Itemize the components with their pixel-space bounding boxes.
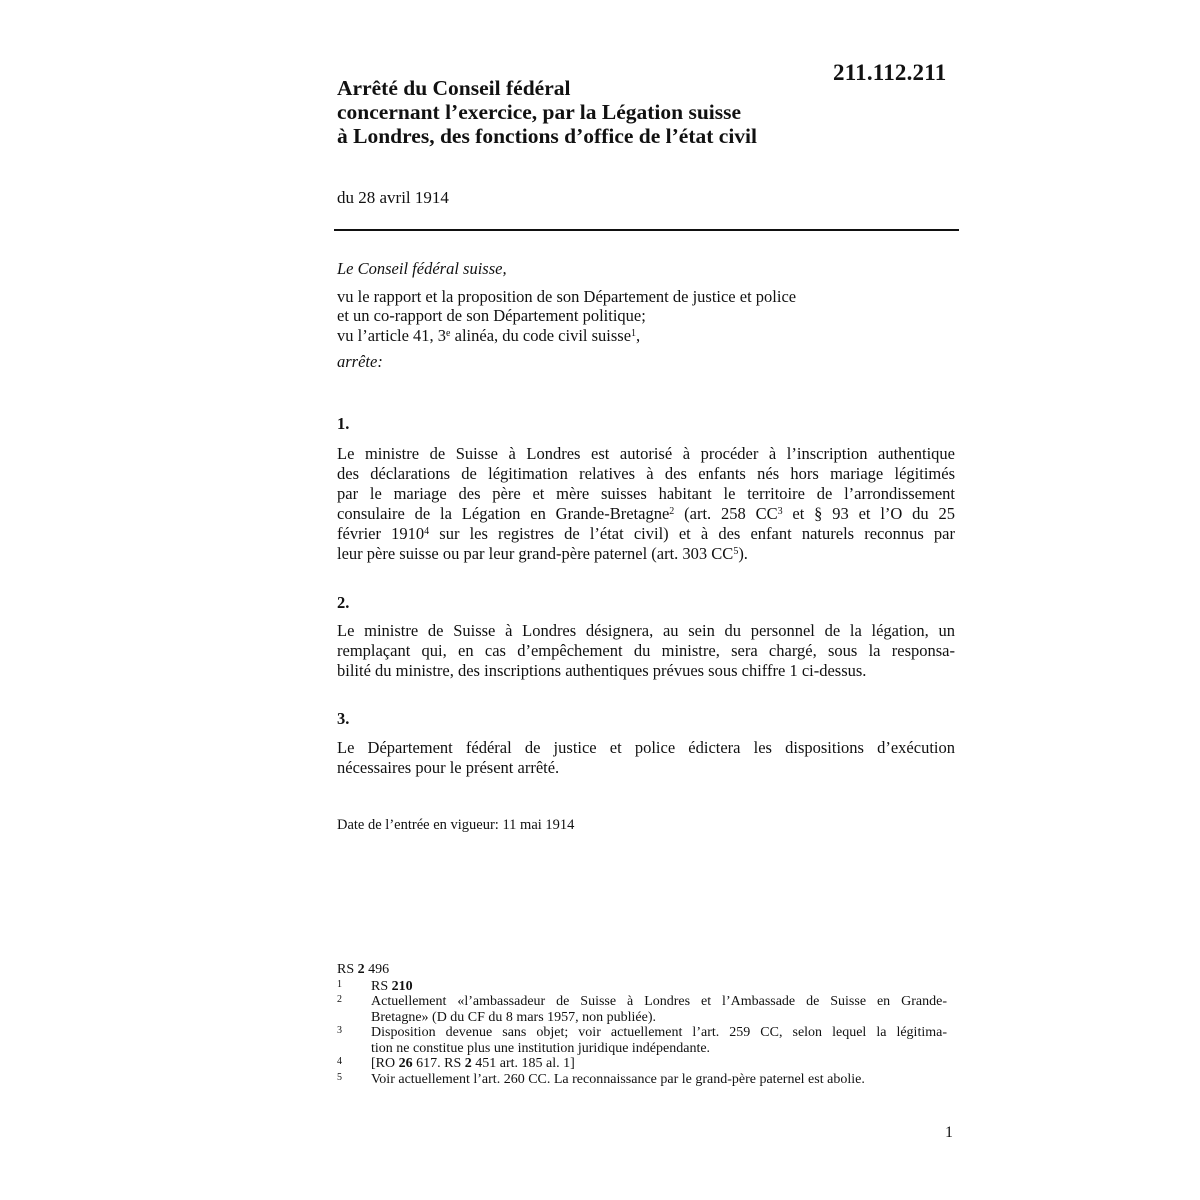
footnote-text: RS [337, 962, 358, 977]
footnote-bold: 2 [464, 1056, 472, 1071]
article-line: nécessaires pour le présent arrêté. [337, 758, 560, 777]
article-text-part: (art. 258 CC [674, 504, 778, 523]
footnote-line: Disposition devenue sans objet; voir actuellement l’art. 259 CC, selon lequel la légitima- [371, 1025, 947, 1040]
article-line: Le Département fédéral de justice et police édictera les dispositions d’exécution [337, 738, 955, 757]
article-line: par le mariage des père et mère suisses habitant le territoire de l’arrondissement [337, 484, 955, 503]
footnote-text: [RO [371, 1056, 399, 1071]
article-line: Le ministre de Suisse à Londres désignera, au sein du personnel de la légation, un [337, 621, 955, 640]
article-text-part: sur les registres de l’état civil) et à des enfant naturels reconnus par [429, 524, 956, 543]
article-line: bilité du ministre, des inscriptions authentiques prévues sous chiffre 1 ci-dessus. [337, 661, 867, 680]
footnote-number: 1 [337, 978, 342, 990]
article-text-part: leur père suisse ou par leur grand-père paternel (art. 303 CC [337, 544, 734, 563]
article-text-part: et § 93 et l’O du 25 [782, 504, 955, 523]
footnote-number: 2 [337, 994, 342, 1005]
article-text [337, 444, 955, 564]
preamble-text: alinéa, du code civil suisse [450, 325, 632, 345]
footnote-line: Actuellement «l’ambassadeur de Suisse à Londres et l’Ambassade de Suisse en Grande- [371, 994, 947, 1009]
footnote-bold: 2 [357, 962, 365, 977]
page-number: 1 [945, 1124, 953, 1141]
preamble-line: vu le rapport et la proposition de son Département de justice et police [337, 286, 797, 306]
footnote-ref[interactable]: 4 [424, 526, 430, 537]
footnote-bold: 26 [398, 1056, 413, 1071]
footnotes [337, 962, 947, 1087]
footnote-text: 496 [364, 962, 390, 977]
article-text-part: ). [738, 544, 748, 563]
title-line: concernant l’exercice, par la Légation suisse [337, 100, 742, 124]
title-line: Arrêté du Conseil fédéral [337, 76, 571, 100]
preamble-line [337, 326, 957, 346]
document-date: du 28 avril 1914 [337, 188, 449, 207]
preamble [337, 259, 957, 372]
article-text-part: février 1910 [337, 524, 425, 543]
footnote-item [337, 1025, 947, 1056]
preamble-text: , [636, 325, 641, 345]
article-line [337, 524, 955, 544]
footnote-text: 617. RS [412, 1056, 465, 1071]
footnote-line: Bretagne» (D du CF du 8 mars 1957, non publiée). [371, 1009, 657, 1025]
footnote-item [337, 979, 947, 995]
title-line: à Londres, des fonctions d’office de l’état civil [337, 124, 758, 148]
footnote-item [337, 994, 947, 1025]
article-text [337, 621, 955, 681]
footnote-number: 4 [337, 1056, 342, 1067]
article-line: Le ministre de Suisse à Londres est autorisé à procéder à l’inscription authentique [337, 444, 955, 463]
footnote-item [337, 1056, 947, 1072]
article-text-part: consulaire de la Légation en Grande-Bretagne [337, 504, 670, 523]
footnote-line: Voir actuellement l’art. 260 CC. La reconnaissance par le grand-père paternel est abolie. [371, 1071, 865, 1087]
footnote-text: RS [371, 978, 392, 994]
article-text [337, 738, 955, 778]
footnote-item [337, 1072, 947, 1088]
article-number: 2. [337, 593, 350, 612]
footnote-ref[interactable]: 5 [733, 546, 739, 557]
article-number: 1. [337, 414, 350, 433]
preamble-line: et un co-rapport de son Département politique; [337, 306, 646, 325]
footnote-line: tion ne constitue plus une institution juridique indépendante. [371, 1040, 711, 1056]
footnote-bold: 210 [391, 978, 413, 994]
document-reference-number: 211.112.211 [833, 60, 947, 85]
entry-into-force: Date de l’entrée en vigueur: 11 mai 1914 [337, 817, 575, 833]
article-line [337, 544, 955, 564]
preamble-text: vu l’article 41, 3 [337, 325, 447, 345]
footnote-line [371, 979, 947, 995]
superscript: e [446, 327, 451, 339]
header-divider [334, 229, 959, 231]
footnote-number: 5 [337, 1071, 342, 1083]
footnote-ref[interactable]: 1 [631, 327, 637, 339]
footnote-ref[interactable]: 2 [669, 506, 675, 517]
preamble-decree: arrête: [337, 352, 383, 371]
document-title [337, 76, 897, 148]
footnote-text: 451 art. 185 al. 1] [471, 1056, 575, 1071]
footnote-number: 3 [337, 1025, 342, 1036]
article-number: 3. [337, 709, 350, 728]
article-line: remplaçant qui, en cas d’empêchement du ministre, sera chargé, sous la responsa- [337, 641, 955, 660]
footnote-line [371, 1056, 947, 1072]
article-line [337, 504, 955, 524]
footnote-source [337, 962, 947, 978]
article-line: des déclarations de légitimation relatives à des enfants nés hors mariage légitimés [337, 464, 955, 483]
preamble-authority: Le Conseil fédéral suisse, [337, 259, 507, 278]
footnote-ref[interactable]: 3 [777, 506, 783, 517]
